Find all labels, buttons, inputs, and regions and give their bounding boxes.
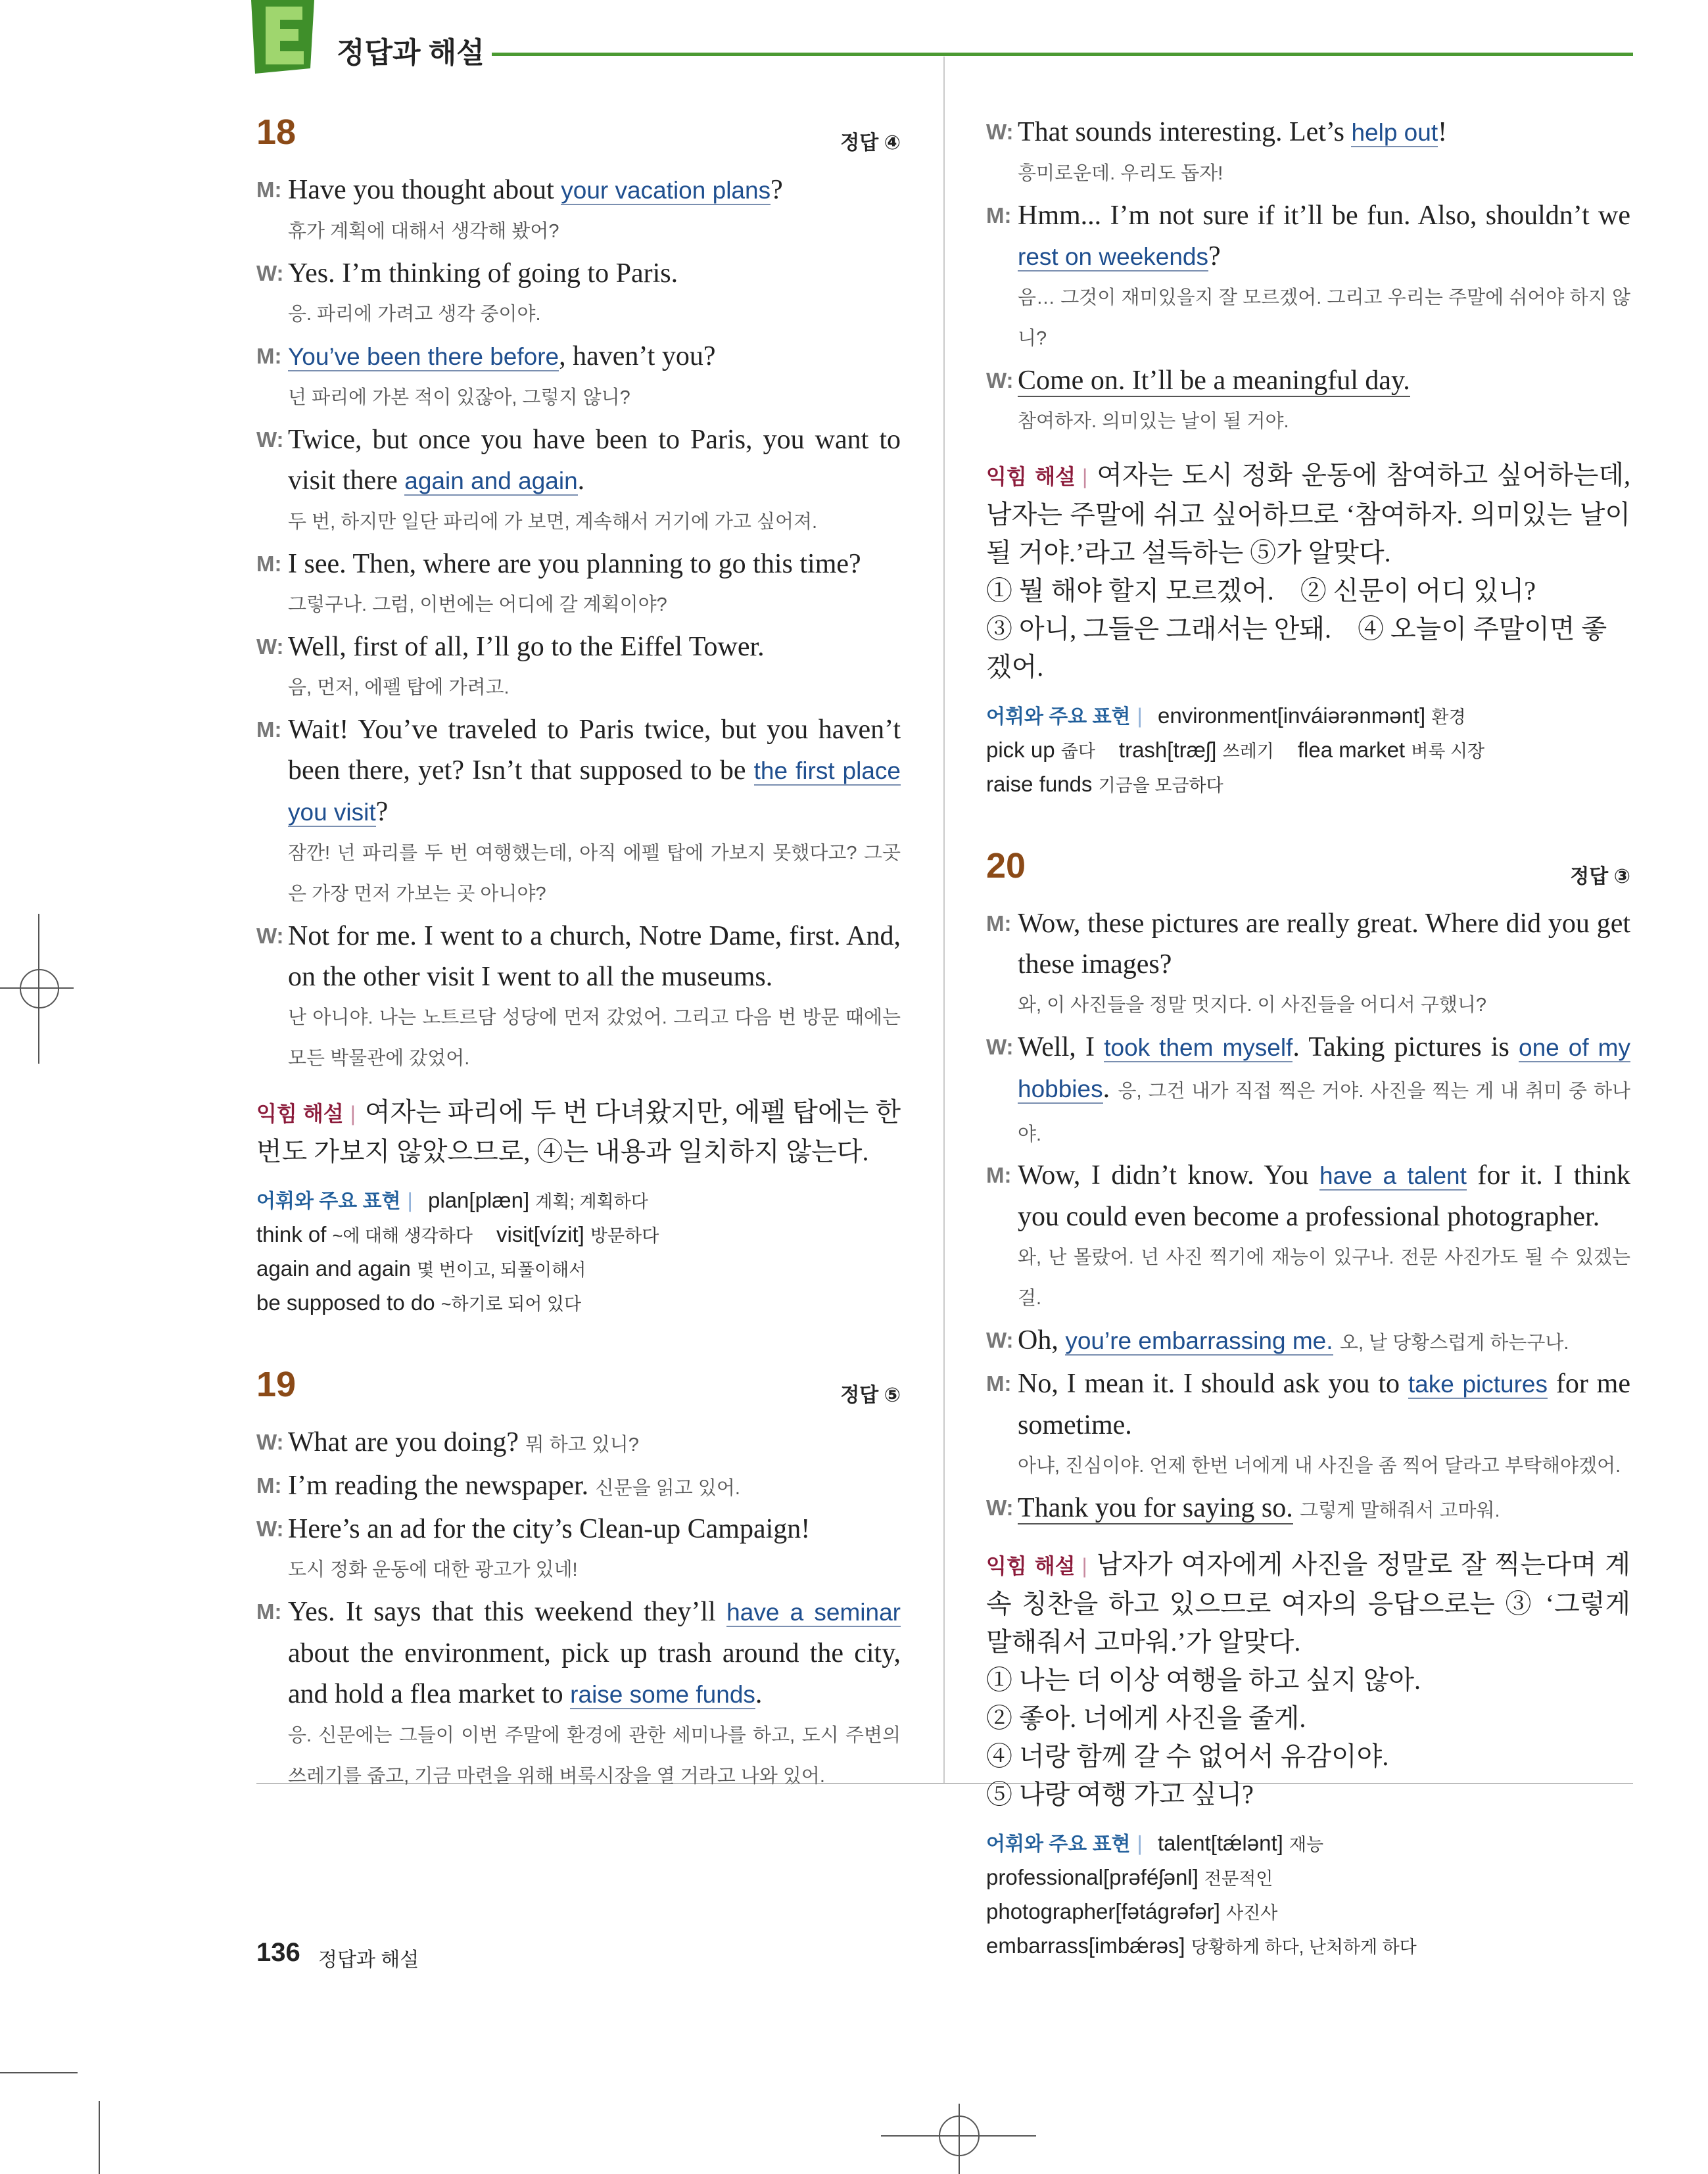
vocab-meaning: 줍다	[1060, 742, 1095, 761]
blank-answer: the first place you visit	[288, 757, 901, 826]
vocab-row	[986, 734, 1630, 768]
vocab-tag: 어휘와 주요 표현	[986, 1833, 1131, 1855]
dialogue-line	[986, 1363, 1630, 1446]
speaker-label: M:	[256, 1473, 282, 1498]
header-title: 정답과 해설	[337, 37, 485, 69]
translation: 와, 난 몰랐어. 넌 사진 찍기에 재능이 있구나. 전문 사진가도 될 수 있겠는걸.	[1018, 1247, 1630, 1309]
dialogue-line	[256, 916, 901, 997]
vocab-term: talent[tǽlənt]	[1158, 1831, 1283, 1855]
q20-dialogue	[986, 903, 1630, 1531]
vocab-term: visit[vízit]	[496, 1222, 584, 1246]
q20-options	[986, 1661, 1630, 1814]
vocab-meaning: 사진사	[1226, 1903, 1278, 1923]
dialogue-line	[986, 1320, 1630, 1363]
vocab-meaning: 몇 번이고, 되풀이해서	[417, 1260, 586, 1280]
vocab-term: flea market	[1297, 738, 1406, 762]
speaker-label: M:	[256, 1599, 282, 1624]
speaker-label: W:	[256, 427, 284, 452]
translation: 아냐, 진심이야. 언제 한번 너에게 내 사진을 좀 찍어 달라고 부탁해야겠어.	[1018, 1455, 1621, 1477]
dialogue-line	[256, 626, 901, 667]
line-text: Wow, I didn’t know. You	[1018, 1160, 1320, 1191]
translation: 뭐 하고 있니?	[525, 1434, 639, 1455]
dialogue-line	[986, 360, 1630, 401]
explain-text: 남자가 여자에게 사진을 정말로 잘 찍는다며 계속 칭찬을 하고 있으므로 여자의 응답으로는 ③ ‘그렇게 말해줘서 고마워.’가 알맞다.	[986, 1549, 1630, 1657]
blank-answer: your vacation plans	[561, 177, 771, 204]
vocab-term: pick up	[986, 738, 1055, 762]
translation: 참여하자. 의미있는 날이 될 거야.	[1018, 411, 1289, 432]
line-text: , haven’t you?	[559, 341, 716, 371]
translation: 난 아니야. 나는 노트르담 성당에 먼저 갔었어. 그리고 다음 번 방문 때에는 모든 박물관에 갔었어.	[288, 1007, 901, 1069]
line-text: .	[1103, 1074, 1110, 1104]
translation: 그렇구나. 그럼, 이번에는 어디에 갈 계획이야?	[288, 594, 667, 615]
line-text: Yes. It says that this weekend they’ll	[288, 1597, 727, 1627]
vocab-term: plan[plæn]	[428, 1188, 530, 1212]
q19-options	[986, 572, 1630, 686]
line-text: Yes. I’m thinking of going to Paris.	[288, 258, 678, 289]
dialogue-line	[256, 253, 901, 294]
answer-option: ① 나는 더 이상 여행을 하고 싶지 않아.	[986, 1665, 1421, 1695]
speaker-label: W:	[256, 924, 284, 948]
registration-circle	[20, 969, 59, 1008]
q19-dialogue-cont	[986, 112, 1630, 442]
right-column	[986, 112, 1630, 1964]
dialogue-line	[986, 1488, 1630, 1531]
q19-header	[256, 1364, 901, 1405]
translation: 넌 파리에 가본 적이 있잖아, 그렇지 않니?	[288, 387, 630, 408]
vocab-meaning: 기금을 모금하다	[1098, 776, 1223, 795]
line-text: about the environment, pick up trash around the city, and hold a flea market to	[288, 1638, 901, 1709]
line-text: Here’s an ad for the city’s Clean-up Campaign!	[288, 1514, 811, 1544]
dialogue-line	[986, 1027, 1630, 1155]
speaker-label: W:	[986, 120, 1014, 144]
speaker-label: W:	[256, 1517, 284, 1541]
line-text: Wow, these pictures are really great. Where did you get these images?	[1018, 909, 1630, 980]
blank-answer: take pictures	[1408, 1371, 1548, 1398]
blank-answer: have a seminar	[726, 1599, 901, 1626]
translation: 와, 이 사진들을 정말 멋지다. 이 사진들을 어디서 구했니?	[1018, 995, 1487, 1016]
line-text: Not for me. I went to a church, Notre Dame, first. And, on the other visit I went to all the museums.	[288, 921, 901, 992]
translation: 오, 날 당황스럽게 하는구나.	[1340, 1333, 1569, 1354]
vocab-row	[986, 768, 1630, 802]
speaker-label: W:	[986, 1035, 1014, 1059]
vocab-meaning: 계획; 계획하다	[535, 1192, 648, 1212]
explain-text: 여자는 도시 정화 운동에 참여하고 싶어하는데, 남자는 주말에 쉬고 싶어하므로 ‘참여하자. 의미있는 날이 될 거야.’라고 설득하는 ⑤가 알맞다.	[986, 460, 1630, 567]
vocab-row	[256, 1252, 901, 1287]
q18-answer: 정답 ④	[840, 132, 901, 154]
answer-option: ④ 너랑 함께 갈 수 없어서 유감이야.	[986, 1741, 1389, 1771]
vocab-meaning: 재능	[1289, 1835, 1324, 1855]
vocab-meaning: ~에 대해 생각하다	[332, 1226, 473, 1246]
translation: 두 번, 하지만 일단 파리에 가 보면, 계속해서 거기에 가고 싶어져.	[288, 511, 818, 532]
left-column	[256, 112, 901, 1798]
speaker-label: M:	[986, 1371, 1012, 1396]
translation: 신문을 읽고 있어.	[595, 1478, 740, 1499]
line-text: .	[755, 1679, 763, 1709]
speaker-label: M:	[256, 717, 282, 742]
line-text: Well, first of all, I’ll go to the Eiffel Tower.	[288, 632, 765, 662]
answer-option: ③ 아니, 그들은 그래서는 안돼. ④ 오늘이 주말이면 좋겠어.	[986, 614, 1607, 682]
blank-answer: rest on weekends	[1018, 243, 1209, 270]
dialogue-line	[986, 195, 1630, 277]
line-text: No, I mean it. I should ask you to	[1018, 1369, 1408, 1399]
column-divider	[943, 57, 945, 1783]
line-text: Twice, but once you have been to Paris, you want to visit there	[288, 425, 901, 496]
registration-circle	[939, 2115, 980, 2156]
translation: 음… 그것이 재미있을지 잘 모르겠어. 그리고 우리는 주말에 쉬어야 하지 않니?	[1018, 287, 1630, 349]
vocab-meaning: 전문적인	[1204, 1869, 1273, 1889]
q18-header	[256, 112, 901, 153]
line-text: Well, I	[1018, 1032, 1104, 1062]
line-text: !	[1438, 117, 1448, 147]
header-rule	[492, 53, 1633, 56]
line-text: Come on. It’ll be a meaningful day.	[1018, 366, 1410, 396]
dialogue-line	[986, 903, 1630, 985]
crop-mark	[0, 2072, 78, 2073]
translation: 휴가 계획에 대해서 생각해 봤어?	[288, 221, 559, 242]
q20-explanation: 익힘 해설 | 남자가 여자에게 사진을 정말로 잘 찍는다며 계속 칭찬을 하고 있으므로 여자의 응답으로는 ③ ‘그렇게 말해줘서 고마워.’가 알맞다.	[986, 1549, 1630, 1657]
vocab-term: professional[prəféʃənl]	[986, 1865, 1198, 1889]
q18-number: 18	[256, 112, 297, 152]
speaker-label: W:	[256, 261, 284, 285]
q20-vocabulary: 어휘와 주요 표현 | talent[tǽlənt] 재능 professional[prəféʃənl] 전문적인 photographer[fətágrəfər] 사진사 embarrass[imbǽrəs] 당황하게 하다, 난처하게 하다	[986, 1827, 1630, 1964]
vocab-meaning: 당황하게 하다, 난처하게 하다	[1191, 1937, 1417, 1957]
blank-answer: help out	[1351, 119, 1438, 146]
speaker-label: M:	[256, 177, 282, 202]
blank-answer: have a talent	[1319, 1162, 1467, 1189]
blank-answer: You’ve been there before	[288, 343, 559, 370]
explain-tag: 익힘 해설	[256, 1102, 344, 1125]
blank-answer: raise some funds	[570, 1681, 755, 1708]
translation: 응. 파리에 가려고 생각 중이야.	[288, 304, 541, 325]
dialogue-line	[256, 1465, 901, 1509]
speaker-label: M:	[986, 911, 1012, 935]
vocab-meaning: 방문하다	[590, 1226, 659, 1246]
line-text: Oh,	[1018, 1325, 1066, 1356]
q20-number: 20	[986, 846, 1026, 886]
q20-answer: 정답 ③	[1570, 866, 1630, 887]
q20-header	[986, 845, 1630, 886]
speaker-label: W:	[986, 1328, 1014, 1352]
line-text: Thank you for saying so.	[1018, 1493, 1293, 1523]
line-text: Have you thought about	[288, 175, 561, 205]
vocab-term: again and again	[256, 1256, 411, 1281]
vocab-term: environment[inváiərənmənt]	[1158, 703, 1426, 728]
vocab-row	[256, 1287, 901, 1321]
vocab-tag: 어휘와 주요 표현	[256, 1191, 401, 1212]
speaker-label: M:	[256, 552, 282, 576]
line-text: Wait! You’ve traveled to Paris twice, but you haven’t been there, yet? Isn’t that supposed to be	[288, 715, 901, 786]
dialogue-line	[256, 709, 901, 833]
speaker-label: W:	[256, 1430, 284, 1454]
line-text: for it. I think you could even become a professional photographer.	[1018, 1160, 1630, 1232]
crop-mark	[99, 2101, 100, 2174]
vocab-meaning: 벼룩 시장	[1411, 742, 1485, 761]
vocab-row	[986, 1929, 1630, 1964]
line-text: ?	[1208, 241, 1221, 272]
translation: 잠깐! 넌 파리를 두 번 여행했는데, 아직 에펠 탑에 가보지 못했다고? 그곳은 가장 먼저 가보는 곳 아니야?	[288, 843, 901, 905]
speaker-label: W:	[256, 634, 284, 659]
speaker-label: M:	[986, 203, 1012, 227]
dialogue-line	[986, 1155, 1630, 1237]
q18-dialogue	[256, 170, 901, 1079]
translation: 흥미로운데. 우리도 돕자!	[1018, 163, 1223, 184]
vocab-term: raise funds	[986, 772, 1093, 796]
section-tab-icon	[246, 0, 318, 74]
translation: 도시 정화 운동에 대한 광고가 있네!	[288, 1559, 578, 1580]
q19-dialogue	[256, 1422, 901, 1797]
dialogue-line	[256, 1422, 901, 1465]
dialogue-line	[256, 336, 901, 377]
line-text: I’m reading the newspaper.	[288, 1471, 589, 1501]
speaker-label: M:	[986, 1163, 1012, 1187]
line-text: Hmm... I’m not sure if it’ll be fun. Also, shouldn’t we	[1018, 201, 1630, 231]
dialogue-line	[256, 419, 901, 502]
vocab-row	[256, 1218, 901, 1252]
page-number: 136	[256, 1938, 300, 1967]
vocab-term: think of	[256, 1222, 327, 1246]
vocab-meaning: 쓰레기	[1222, 742, 1274, 761]
vocab-row	[986, 1861, 1630, 1895]
q18-explanation: 익힘 해설 | 여자는 파리에 두 번 다녀왔지만, 에펠 탑에는 한 번도 가보지 않았으므로, ④는 내용과 일치하지 않는다.	[256, 1097, 901, 1166]
line-text: That sounds interesting. Let’s	[1018, 117, 1352, 147]
vocab-meaning: ~하기로 되어 있다	[440, 1294, 582, 1314]
q19-vocabulary: 어휘와 주요 표현 | environment[inváiərənmənt] 환경 pick up 줍다 trash[træʃ] 쓰레기 flea market 벼룩 시장 raise funds 기금을 모금하다	[986, 699, 1630, 802]
dialogue-line	[986, 112, 1630, 153]
explain-tag: 익힘 해설	[986, 465, 1076, 488]
q19-answer: 정답 ⑤	[840, 1384, 901, 1406]
explain-text: 여자는 파리에 두 번 다녀왔지만, 에펠 탑에는 한 번도 가보지 않았으므로, ④는 내용과 일치하지 않는다.	[256, 1097, 901, 1166]
vocab-term: be supposed to do	[256, 1290, 435, 1315]
vocab-meaning: 환경	[1431, 707, 1466, 727]
translation: 음, 먼저, 에펠 탑에 가려고.	[288, 677, 510, 698]
dialogue-line	[256, 544, 901, 584]
vocab-row	[986, 1895, 1630, 1929]
answer-option: ① 뭘 해야 할지 모르겠어. ② 신문이 어디 있니?	[986, 576, 1536, 605]
vocab-tag: 어휘와 주요 표현	[986, 706, 1131, 728]
translation: 응. 신문에는 그들이 이번 주말에 환경에 관한 세미나를 하고, 도시 주변의 쓰레기를 줍고, 기금 마련을 위해 벼룩시장을 열 거라고 나와 있어.	[288, 1725, 901, 1787]
vocab-term: trash[træʃ]	[1118, 738, 1217, 762]
explain-tag: 익힘 해설	[986, 1554, 1076, 1578]
line-text: .	[577, 465, 585, 496]
dialogue-line	[256, 1592, 901, 1715]
answer-option: ② 좋아. 너에게 사진을 줄게.	[986, 1703, 1306, 1733]
speaker-label: W:	[986, 368, 1014, 392]
blank-answer: one of my hobbies	[1018, 1034, 1630, 1102]
blank-answer: you’re embarrassing me.	[1065, 1327, 1333, 1354]
q18-vocabulary: 어휘와 주요 표현 | plan[plæn] 계획; 계획하다 think of ~에 대해 생각하다 visit[vízit] 방문하다 again and again 몇 번이고, 되풀이해서 be supposed to do ~하기로 되어 있다	[256, 1184, 901, 1321]
footer-title: 정답과 해설	[318, 1949, 419, 1971]
vocab-term: embarrass[imbǽrəs]	[986, 1933, 1185, 1958]
line-text: . Taking pictures is	[1293, 1032, 1519, 1062]
translation: 응, 그건 내가 직접 찍은 거야. 사진을 찍는 게 내 취미 중 하나야.	[1018, 1081, 1631, 1145]
line-text: I see. Then, where are you planning to go this time?	[288, 549, 861, 579]
translation: 그렇게 말해줘서 고마워.	[1300, 1500, 1500, 1521]
dialogue-line	[256, 1509, 901, 1549]
speaker-label: W:	[986, 1496, 1014, 1520]
blank-answer: again and again	[404, 467, 578, 494]
line-text: ?	[375, 797, 389, 827]
line-text: What are you doing?	[288, 1427, 519, 1457]
dialogue-line	[256, 170, 901, 211]
blank-answer: took them myself	[1104, 1034, 1293, 1061]
speaker-label: M:	[256, 344, 282, 368]
q19-number: 19	[256, 1365, 297, 1404]
answer-option: ⑤ 나랑 여행 가고 싶니?	[986, 1780, 1254, 1809]
vocab-term: photographer[fətágrəfər]	[986, 1899, 1220, 1924]
line-text: ?	[771, 175, 783, 205]
q19-explanation: 익힘 해설 | 여자는 도시 정화 운동에 참여하고 싶어하는데, 남자는 주말에 쉬고 싶어하므로 ‘참여하자. 의미있는 날이 될 거야.’라고 설득하는 ⑤가 알맞다.	[986, 460, 1630, 567]
line-text: for me sometime.	[1018, 1369, 1630, 1440]
